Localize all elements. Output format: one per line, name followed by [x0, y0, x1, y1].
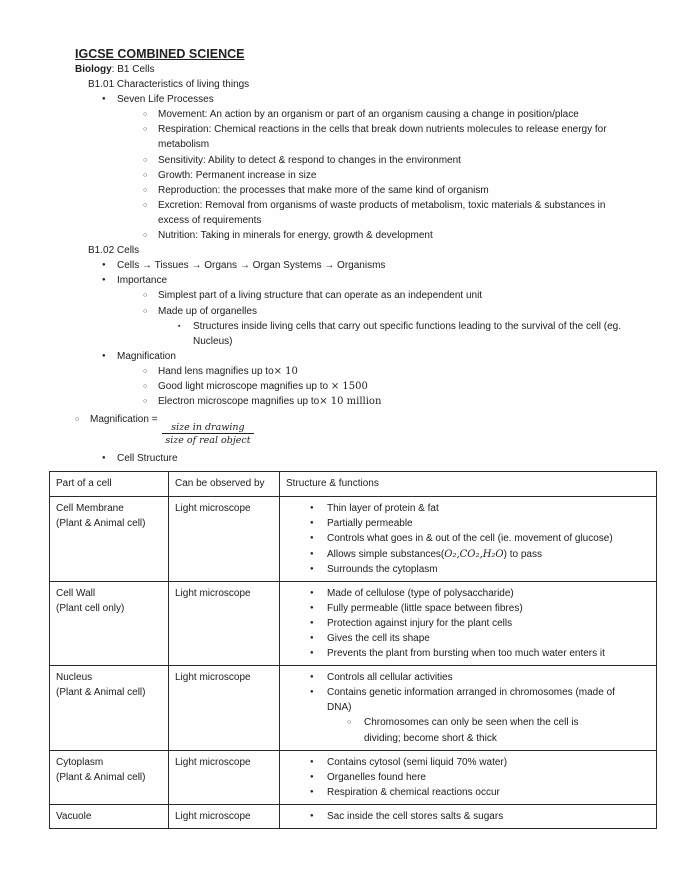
cell-structure-functions	[280, 666, 657, 750]
list-item-electron-microscope	[143, 394, 644, 409]
circle-bullet-icon: ○	[143, 186, 148, 194]
part-note: (Plant & Animal cell)	[56, 518, 146, 530]
substances-pre: Allows simple substances(	[327, 548, 445, 560]
table-bullet-item	[310, 685, 650, 715]
part-name: Nucleus	[56, 672, 93, 684]
bullet-icon: ●	[102, 96, 106, 103]
table-sub-bullet-item	[347, 715, 650, 745]
circle-bullet-icon: ○	[75, 416, 80, 424]
cell-structure-functions	[280, 804, 657, 828]
list-item-text: Made up of organelles	[158, 305, 257, 317]
table-bullet-item	[310, 562, 650, 577]
cell-part-name	[50, 804, 169, 828]
circle-bullet-icon: ○	[143, 382, 148, 390]
cell-part-name	[50, 750, 169, 804]
bullet-icon: ●	[102, 262, 106, 269]
list-item-text	[158, 394, 381, 409]
list-item-nutrition	[143, 228, 644, 243]
part-name: Cell Wall	[56, 587, 96, 599]
bullet-text: Gives the cell its shape	[327, 633, 430, 644]
bullet-icon: ●	[310, 565, 314, 572]
bullet-text: Controls what goes in & out of the cell (ie. movement of glucose)	[327, 533, 613, 545]
list-item-text: Movement: An action by an organism or part of an organism causing a change in position/place	[158, 109, 579, 121]
table-bullet-item	[310, 631, 650, 646]
circle-bullet-icon: ○	[143, 398, 148, 406]
table-row-cytoplasm	[50, 750, 657, 804]
bullet-icon: ●	[310, 535, 314, 542]
list-item-magnification-formula	[75, 412, 644, 446]
bullet-text: Contains genetic information arranged in chromosomes (made of DNA)	[327, 687, 615, 714]
cell-structure-table	[49, 471, 657, 829]
list-item-label: Importance	[117, 275, 168, 287]
part-name: Vacuole	[56, 810, 92, 822]
sub-bullet-text: Chromosomes can only be seen when the cell is dividing; become short & thick	[364, 717, 579, 744]
bullet-icon: ●	[310, 635, 314, 641]
bullet-icon: ●	[310, 773, 314, 780]
list-item-text	[158, 364, 298, 379]
document-title: IGCSE COMBINED SCIENCE	[75, 47, 245, 61]
bullet-text: Fully permeable (little space between fibres)	[327, 602, 523, 614]
bullet-text: Sac inside the cell stores salts & sugars	[327, 810, 504, 822]
magnification-text: Hand lens magnifies up to	[158, 365, 274, 377]
list-item-magnification	[102, 349, 644, 364]
table-bullet-item	[310, 531, 650, 546]
table-row-cell-wall	[50, 581, 657, 665]
part-note: (Plant cell only)	[56, 602, 125, 614]
bullet-text: Made of cellulose (type of polysaccharide)	[327, 587, 514, 599]
part-name: Cytoplasm	[56, 756, 104, 768]
circle-bullet-icon: ○	[143, 126, 148, 134]
bullet-icon: ●	[310, 604, 314, 611]
bullet-text: Contains cytosol (semi liquid 70% water)	[327, 756, 508, 768]
table-row-nucleus	[50, 666, 657, 750]
table-bullet-item	[310, 601, 650, 616]
cell-observed-by: Light microscope	[169, 497, 280, 581]
formula-fraction	[162, 422, 253, 446]
subject-line	[75, 62, 644, 77]
bullet-text: Surrounds the cytoplasm	[327, 563, 438, 575]
square-bullet-icon: ▪	[178, 322, 181, 330]
magnification-value: × 1500	[330, 380, 368, 392]
cell-structure-functions	[280, 581, 657, 665]
cell-part-name	[50, 666, 169, 750]
bullet-text: Thin layer of protein & fat	[327, 503, 439, 515]
list-item-movement	[143, 107, 644, 122]
part-note: (Plant & Animal cell)	[56, 771, 146, 783]
table-bullet-item-substances	[310, 547, 650, 562]
table-bullet-item	[310, 501, 650, 516]
list-item-text: Simplest part of a living structure that can operate as an independent unit	[158, 290, 483, 302]
table-row-vacuole	[50, 804, 657, 828]
circle-bullet-icon: ○	[143, 171, 148, 179]
cell-structure-functions	[280, 497, 657, 581]
bullet-icon: ●	[310, 788, 314, 795]
table-bullet-item	[310, 755, 650, 770]
list-item-text: Respiration: Chemical reactions in the cells that break down nutrients molecules to release energy for metabolism	[158, 124, 607, 151]
table-bullet-item	[310, 586, 650, 601]
circle-bullet-icon: ○	[143, 156, 148, 164]
circle-bullet-icon: ○	[143, 201, 148, 209]
list-item-label: Cell Structure	[117, 453, 178, 465]
table-header-row	[50, 472, 657, 497]
list-item-organelles	[143, 304, 644, 319]
list-item-sensitivity	[143, 153, 644, 168]
bullet-icon: ●	[310, 674, 314, 681]
list-item-growth	[143, 168, 644, 183]
bullet-icon: ●	[310, 589, 314, 596]
part-name: Cell Membrane	[56, 503, 124, 515]
list-item-text	[158, 379, 368, 394]
magnification-value: × 10 million	[319, 396, 382, 408]
table-bullet-item	[310, 616, 650, 631]
circle-bullet-icon: ○	[143, 292, 148, 300]
magnification-value: × 10	[273, 365, 298, 377]
bullet-text: Controls all cellular activities	[327, 672, 453, 684]
fraction-numerator: size in drawing	[171, 422, 245, 434]
bullet-text: Partially permeable	[327, 518, 413, 530]
table-bullet-item	[310, 770, 650, 785]
list-item-text: Reproduction: the processes that make more of the same kind of organism	[158, 184, 489, 196]
bullet-icon: ●	[310, 505, 314, 512]
table-row-cell-membrane	[50, 497, 657, 581]
bullet-icon: ●	[102, 455, 106, 462]
table-bullet-item	[310, 516, 650, 531]
table-bullet-item	[310, 646, 650, 661]
magnification-text: Electron microscope magnifies up to	[158, 396, 320, 408]
list-item-importance	[102, 273, 644, 288]
bullet-icon: ●	[102, 352, 106, 359]
circle-bullet-icon: ○	[143, 111, 148, 119]
list-item-text: Excretion: Removal from organisms of waste products of metabolism, toxic materials & substances in excess of requirements	[158, 199, 606, 226]
subject-rest: : B1 Cells	[111, 64, 155, 75]
list-item-excretion	[143, 198, 644, 228]
magnification-formula	[90, 412, 254, 446]
list-item-text: Cells → Tissues → Organs → Organ Systems → Organisms	[117, 260, 386, 272]
list-item-label: Magnification	[117, 350, 176, 362]
cell-observed-by: Light microscope	[169, 666, 280, 750]
bullet-icon: ●	[310, 650, 314, 657]
cell-observed-by: Light microscope	[169, 804, 280, 828]
list-item-simplest-part	[143, 288, 644, 303]
bullet-text	[327, 547, 542, 562]
table-bullet-item	[310, 670, 650, 685]
bullet-icon: ●	[310, 812, 314, 819]
magnification-text: Good light microscope magnifies up to	[158, 380, 331, 392]
column-header-structure: Structure & functions	[280, 472, 657, 497]
cell-observed-by: Light microscope	[169, 750, 280, 804]
list-item-text: Nutrition: Taking in minerals for energy, growth & development	[158, 230, 433, 242]
list-item-label: Seven Life Processes	[117, 94, 214, 106]
list-item-cell-structure	[102, 451, 644, 466]
part-note: (Plant & Animal cell)	[56, 687, 146, 699]
bullet-icon: ●	[310, 689, 314, 696]
list-item-seven-life	[102, 92, 644, 107]
table-bullet-item	[310, 785, 650, 800]
fraction-denominator: size of real object	[162, 433, 253, 446]
cell-structure-functions	[280, 750, 657, 804]
bullet-text: Prevents the plant from bursting when too much water enters it	[327, 648, 605, 660]
cell-observed-by: Light microscope	[169, 581, 280, 665]
circle-bullet-icon: ○	[347, 719, 352, 727]
bullet-icon: ●	[310, 758, 314, 765]
circle-bullet-icon: ○	[143, 307, 148, 315]
column-header-observed: Can be observed by	[169, 472, 280, 497]
bullet-text: Organelles found here	[327, 771, 426, 783]
list-item-text: Growth: Permanent increase in size	[158, 169, 317, 181]
cell-part-name	[50, 497, 169, 581]
bullet-icon: ●	[310, 520, 314, 527]
list-item-text: Sensitivity: Ability to detect & respond to changes in the environment	[158, 154, 461, 166]
list-item-organelles-definition	[178, 319, 644, 349]
formula-lhs: Magnification =	[90, 414, 161, 426]
table-bullet-item	[310, 809, 650, 824]
list-item-cell-hierarchy	[102, 258, 644, 273]
chemical-formula: O₂,CO₂,H₂O	[444, 548, 504, 560]
list-item-text: Structures inside living cells that carry out specific functions leading to the survival of the cell (eg. Nucleus)	[193, 320, 621, 347]
cell-part-name	[50, 581, 169, 665]
list-item-reproduction	[143, 183, 644, 198]
subject-label: Biology	[75, 64, 112, 75]
column-header-part: Part of a cell	[50, 472, 169, 497]
circle-bullet-icon: ○	[143, 232, 148, 240]
bullet-text: Respiration & chemical reactions occur	[327, 786, 500, 798]
list-item-light-microscope	[143, 379, 644, 394]
bullet-icon: ●	[310, 550, 314, 557]
bullet-icon: ●	[310, 619, 314, 626]
section-b101-heading: B1.01 Characteristics of living things	[88, 79, 250, 91]
substances-post: ) to pass	[503, 548, 542, 560]
bullet-text: Protection against injury for the plant cells	[327, 617, 513, 629]
circle-bullet-icon: ○	[143, 367, 148, 375]
list-item-respiration	[143, 122, 644, 152]
list-item-hand-lens	[143, 364, 644, 379]
section-b102-heading: B1.02 Cells	[88, 245, 140, 257]
bullet-icon: ●	[102, 277, 106, 284]
